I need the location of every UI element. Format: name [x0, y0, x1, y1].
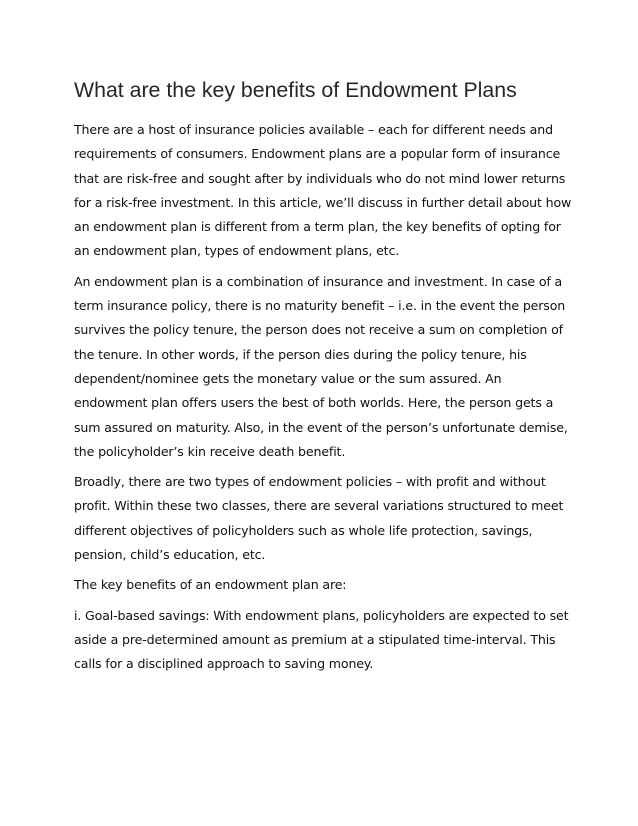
paragraph-types: Broadly, there are two types of endowment policies – with profit and without profit. Within these two classes, there are several variations structured to meet different objectives of policyholders such as whole life protection, savings, pension, child’s education, etc. [74, 474, 564, 563]
paragraph-definition: An endowment plan is a combination of insurance and investment. In case of a term insurance policy, there is no maturity benefit – i.e. in the event the person survives the policy tenure, the person does not receive a sum on completion of the tenure. In other words, if the person dies during the policy tenure, his dependent/nominee gets the monetary value or the sum assured. An endowment plan offers users the best of both worlds. Here, the person gets a sum assured on maturity. Also, in the event of the person’s unfortunate demise, the policyholder’s kin receive death benefit. [74, 273, 568, 459]
document-body [74, 73, 574, 683]
paragraph-benefits-heading: The key benefits of an endowment plan are: [74, 577, 347, 593]
paragraph-goal-based-savings: i. Goal-based savings: With endowment plans, policyholders are expected to set aside a pre-determined amount as premium at a stipulated time-interval. This calls for a disciplined approach to saving money. [74, 607, 569, 672]
paragraph-intro: There are a host of insurance policies available – each for different needs and requirements of consumers. Endowment plans are a popular form of insurance that are risk-free and sought after by individuals who do not mind lower returns for a risk-free investment. In this article, we’ll discuss in further detail about how an endowment plan is different from a term plan, the key benefits of opting for an endowment plan, types of endowment plans, etc. [74, 122, 572, 259]
document-title: What are the key benefits of Endowment Plans [74, 78, 517, 102]
